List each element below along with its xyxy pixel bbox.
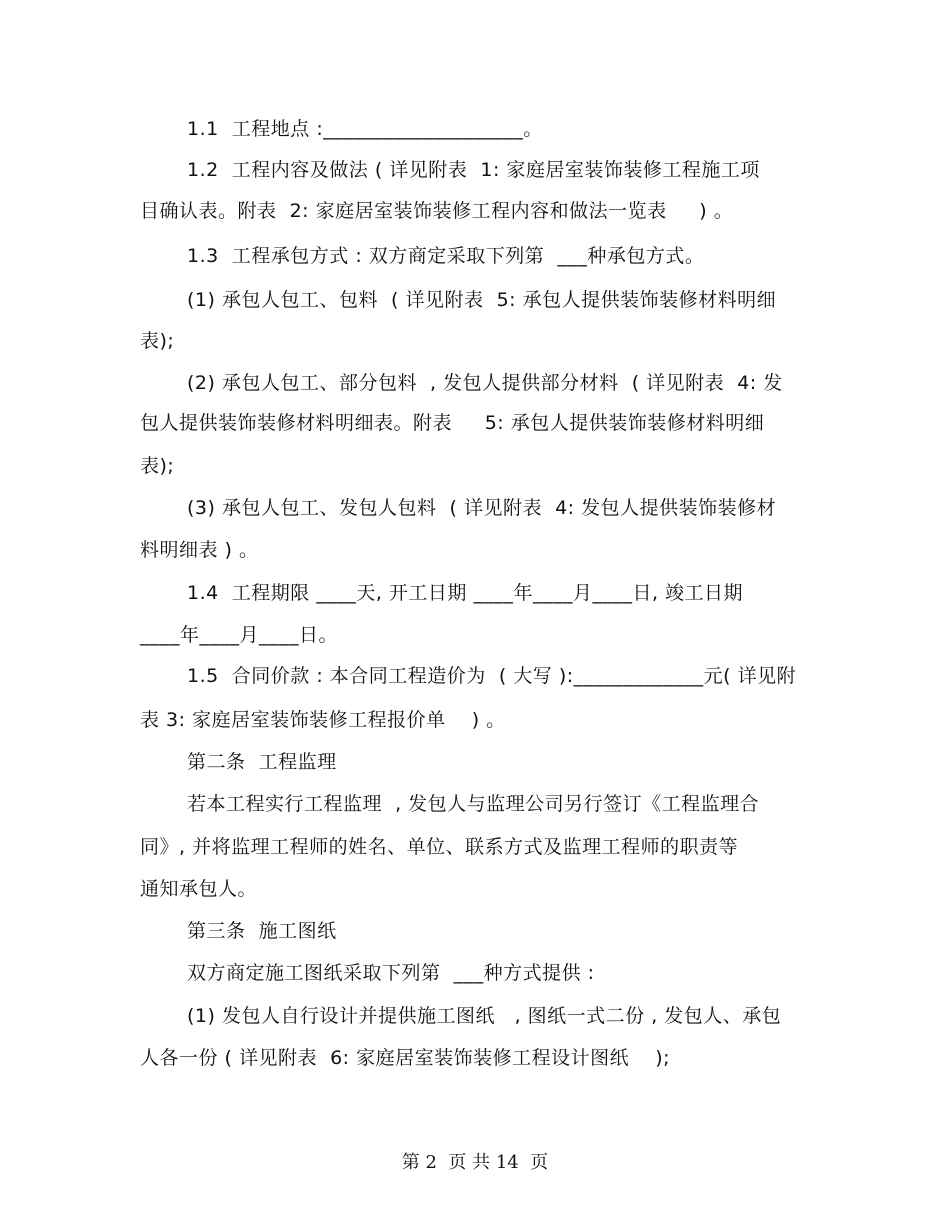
article-2-line-2: 同》, 并将监理工程师的姓名、单位、联系方式及监理工程师的职责等 <box>140 836 739 858</box>
article-3-heading: 第三条 施工图纸 <box>187 920 337 942</box>
clause-1-2-line-1: 1.2 工程内容及做法 ( 详见附表 1: 家庭居室装饰装修工程施工项 <box>187 159 760 181</box>
article-3-line-1: 双方商定施工图纸采取下列第 ___种方式提供 : <box>187 962 595 984</box>
page-number-footer: 第 2 页 共 14 页 <box>401 1152 549 1173</box>
clause-1-2-line-2: 目确认表。附表 2: 家庭居室装饰装修工程内容和做法一览表 ) 。 <box>140 200 734 222</box>
option-2-line-3: 表); <box>140 455 175 477</box>
option-1-line-1: (1) 承包人包工、包料 ( 详见附表 5: 承包人提供装饰装修材料明细 <box>187 289 777 311</box>
option-1-line-2: 表); <box>140 330 175 352</box>
option-3-line-1: (3) 承包人包工、发包人包料 ( 详见附表 4: 发包人提供装饰装修材 <box>187 497 777 519</box>
article-3-option-1-line-2: 人各一份 ( 详见附表 6: 家庭居室装饰装修工程设计图纸 ); <box>140 1047 671 1069</box>
clause-1-5-line-1: 1.5 合同价款 : 本合同工程造价为 ( 大写 ):_____________元( 详见附 <box>187 665 797 687</box>
clause-1-5-line-2: 表 3: 家庭居室装饰装修工程报价单 ) 。 <box>140 709 506 731</box>
clause-1-1-line: 1.1 工程地点 :____________________。 <box>187 118 543 140</box>
article-2-line-1: 若本工程实行工程监理 , 发包人与监理公司另行签订《工程监理合 <box>187 793 760 815</box>
article-2-heading: 第二条 工程监理 <box>187 751 337 773</box>
clause-1-4-line-2: ____年____月____日。 <box>140 624 339 646</box>
article-2-line-3: 通知承包人。 <box>140 878 258 900</box>
clause-1-4-line-1: 1.4 工程期限 ____天, 开工日期 ____年____月____日, 竣工日期 <box>187 582 744 604</box>
clause-1-3-line: 1.3 工程承包方式 : 双方商定采取下列第 ___种承包方式。 <box>187 245 705 267</box>
option-3-line-2: 料明细表 ) 。 <box>140 539 259 561</box>
article-3-option-1-line-1: (1) 发包人自行设计并提供施工图纸 , 图纸一式二份 , 发包人、承包 <box>187 1005 782 1027</box>
option-2-line-2: 包人提供装饰装修材料明细表。附表 5: 承包人提供装饰装修材料明细 <box>140 412 765 434</box>
option-2-line-1: (2) 承包人包工、部分包料 , 发包人提供部分材料 ( 详见附表 4: 发 <box>187 372 783 394</box>
